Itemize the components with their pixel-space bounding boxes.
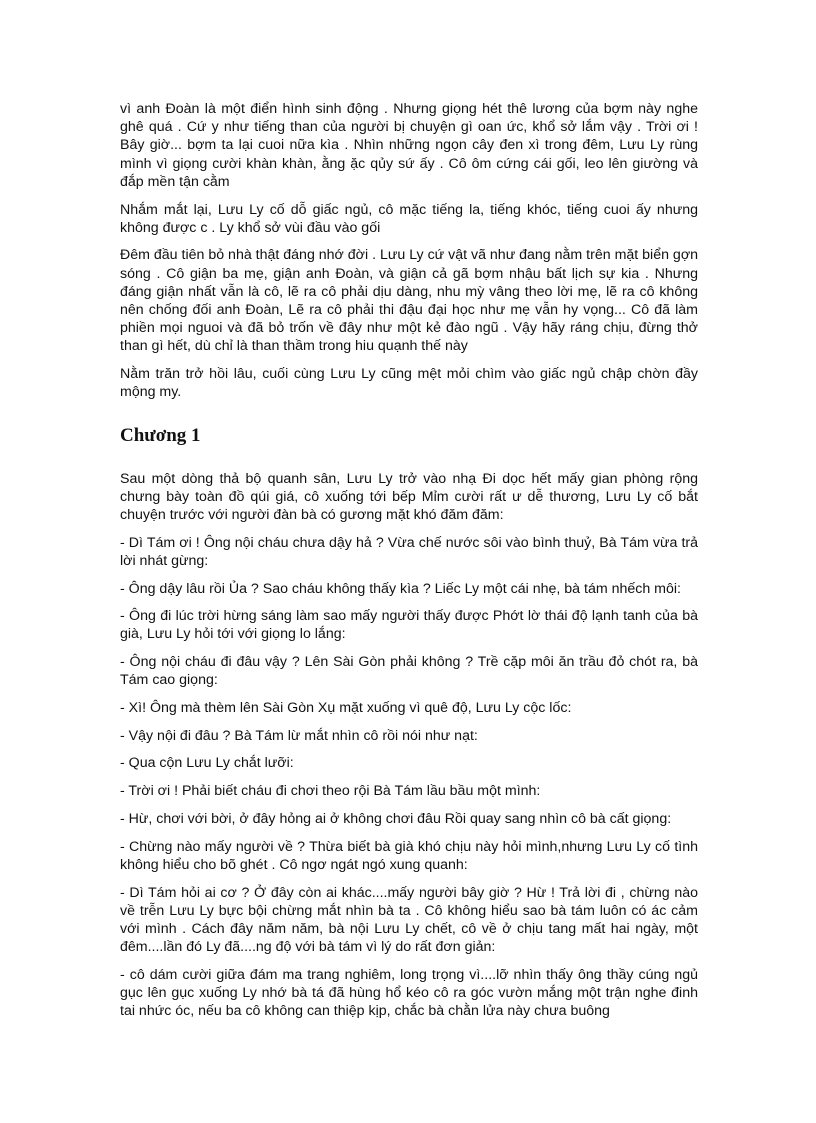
- paragraph-16: - Dì Tám hỏi ai cơ ? Ở đây còn ai khác....mấy người bây giờ ? Hừ ! Trả lời đi , chừng nào về trễn Lưu Ly bực bội chừng mắt nhìn bà ta . Cô không hiểu sao bà tám luôn có ác cảm với mình . Cách đây năm năm, bà nội Lưu Ly chết, cô về ở chịu tang mất hai ngày, một đêm....lần đó Ly đã....ng độ với bà tám vì lý do rất đơn giản:: [120, 884, 698, 956]
- paragraph-11: - Vậy nội đi đâu ? Bà Tám lừ mắt nhìn cô rồi nói như nạt:: [120, 727, 478, 744]
- paragraph-14: - Hừ, chơi với bời, ở đây hỏng ai ở không chơi đâu Rồi quay sang nhìn cô bà cất giọng:: [120, 810, 672, 827]
- paragraph-10: - Xì! Ông mà thèm lên Sài Gòn Xụ mặt xuống vì quê độ, Lưu Ly cộc lốc:: [120, 700, 572, 717]
- paragraph-4: Nằm trăn trở hồi lâu, cuối cùng Lưu Ly cũng mệt mỏi chìm vào giấc ngủ chập chờn đầy mộng my.: [120, 366, 698, 401]
- paragraph-8: - Ông đi lúc trời hừng sáng làm sao mấy người thấy được Phớt lờ thái độ lạnh tanh của bà già, Lưu Ly hỏi tới với giọng lo lắng:: [120, 608, 698, 643]
- document-page: [120, 100, 698, 1030]
- chapter-title: Chương 1: [120, 424, 201, 446]
- paragraph-7: - Ông dậy lâu rồi Ủa ? Sao cháu không thấy kìa ? Liếc Ly một cái nhẹ, bà tám nhếch môi:: [120, 580, 681, 597]
- paragraph-15: - Chừng nào mấy người về ? Thừa biết bà già khó chịu này hỏi mình,nhưng Lưu Ly cố tình không hiểu cho bõ ghét . Cô ngơ ngát ngó xung quanh:: [120, 838, 698, 873]
- paragraph-1: vì anh Đoàn là một điển hình sinh động . Nhưng giọng hét thê lương của bợm này nghe ghê quá . Cứ y như tiếng than của người bị chuyện gì oan ức, khổ sở lắm vậy . Trời ơi ! Bây giờ... bợm ta lại cuoi nữa kìa . Nhìn những ngọn cây đen xì trong đêm, Lưu Ly rùng mình vì giọng cười khàn khàn, ằng ặc qủy sứ ấy . Cô ôm cứng cái gối, leo lên giường và đắp mền tận cằm: [120, 101, 698, 190]
- paragraph-3: Đêm đầu tiên bỏ nhà thật đáng nhớ đời . Lưu Ly cứ vật vã như đang nằm trên mặt biển gợn sóng . Cô giận ba mẹ, giận anh Đoàn, và giận cả gã bợm nhậu bất lịch sự kia . Nhưng đáng giận nhất vẫn là cô, lẽ ra cô phải dịu dàng, nhu mỳ vâng theo lời mẹ, lẽ ra cô không nên chống đối anh Đoàn, Lẽ ra cô phải thi đậu đại học như mẹ vẫn hy vọng... Cô đã làm phiền mọi nguoi và đã bỏ trốn về đây như một kẻ đào ngũ . Vậy hãy ráng chịu, đừng thở than gì hết, dù chỉ là than thầm trong hiu quạnh thế này: [120, 247, 699, 355]
- paragraph-5: Sau một dòng thả bộ quanh sân, Lưu Ly trở vào nhạ Đi dọc hết mấy gian phòng rộng chưng bày toàn đồ qúi giá, cô xuống tới bếp Mỉm cười rất ư dễ thương, Lưu Ly cố bắt chuyện trước với người đàn bà có gương mặt khó đăm đăm:: [120, 470, 698, 523]
- paragraph-9: - Ông nội cháu đi đâu vậy ? Lên Sài Gòn phải không ? Trề cặp môi ăn trầu đỏ chót ra, bà Tám cao giọng:: [120, 654, 698, 689]
- paragraph-12: - Qua cộn Lưu Ly chắt lưỡi:: [120, 755, 294, 772]
- paragraph-2: Nhắm mắt lại, Lưu Ly cố dỗ giấc ngủ, cô mặc tiếng la, tiếng khóc, tiếng cuoi ấy nhưng không được c . Ly khổ sở vùi đầu vào gối: [120, 201, 698, 236]
- paragraph-13: - Trời ơi ! Phải biết cháu đi chơi theo rội Bà Tám lầu bầu một mình:: [120, 783, 541, 800]
- paragraph-6: - Dì Tám ơi ! Ông nội cháu chưa dậy hả ? Vừa chế nước sôi vào bình thuỷ, Bà Tám vừa trả lời nhát gừng:: [120, 534, 698, 569]
- paragraph-17: - cô dám cười giữa đám ma trang nghiêm, long trọng vì....lỡ nhìn thấy ông thầy cúng ngủ gục lên gục xuống Ly nhớ bà tá đã hùng hổ kéo cô ra góc vườn mắng một trận nghe đinh tai nhức óc, nếu ba cô không can thiệp kịp, chắc bà chằn lửa này chưa buông: [120, 966, 698, 1020]
